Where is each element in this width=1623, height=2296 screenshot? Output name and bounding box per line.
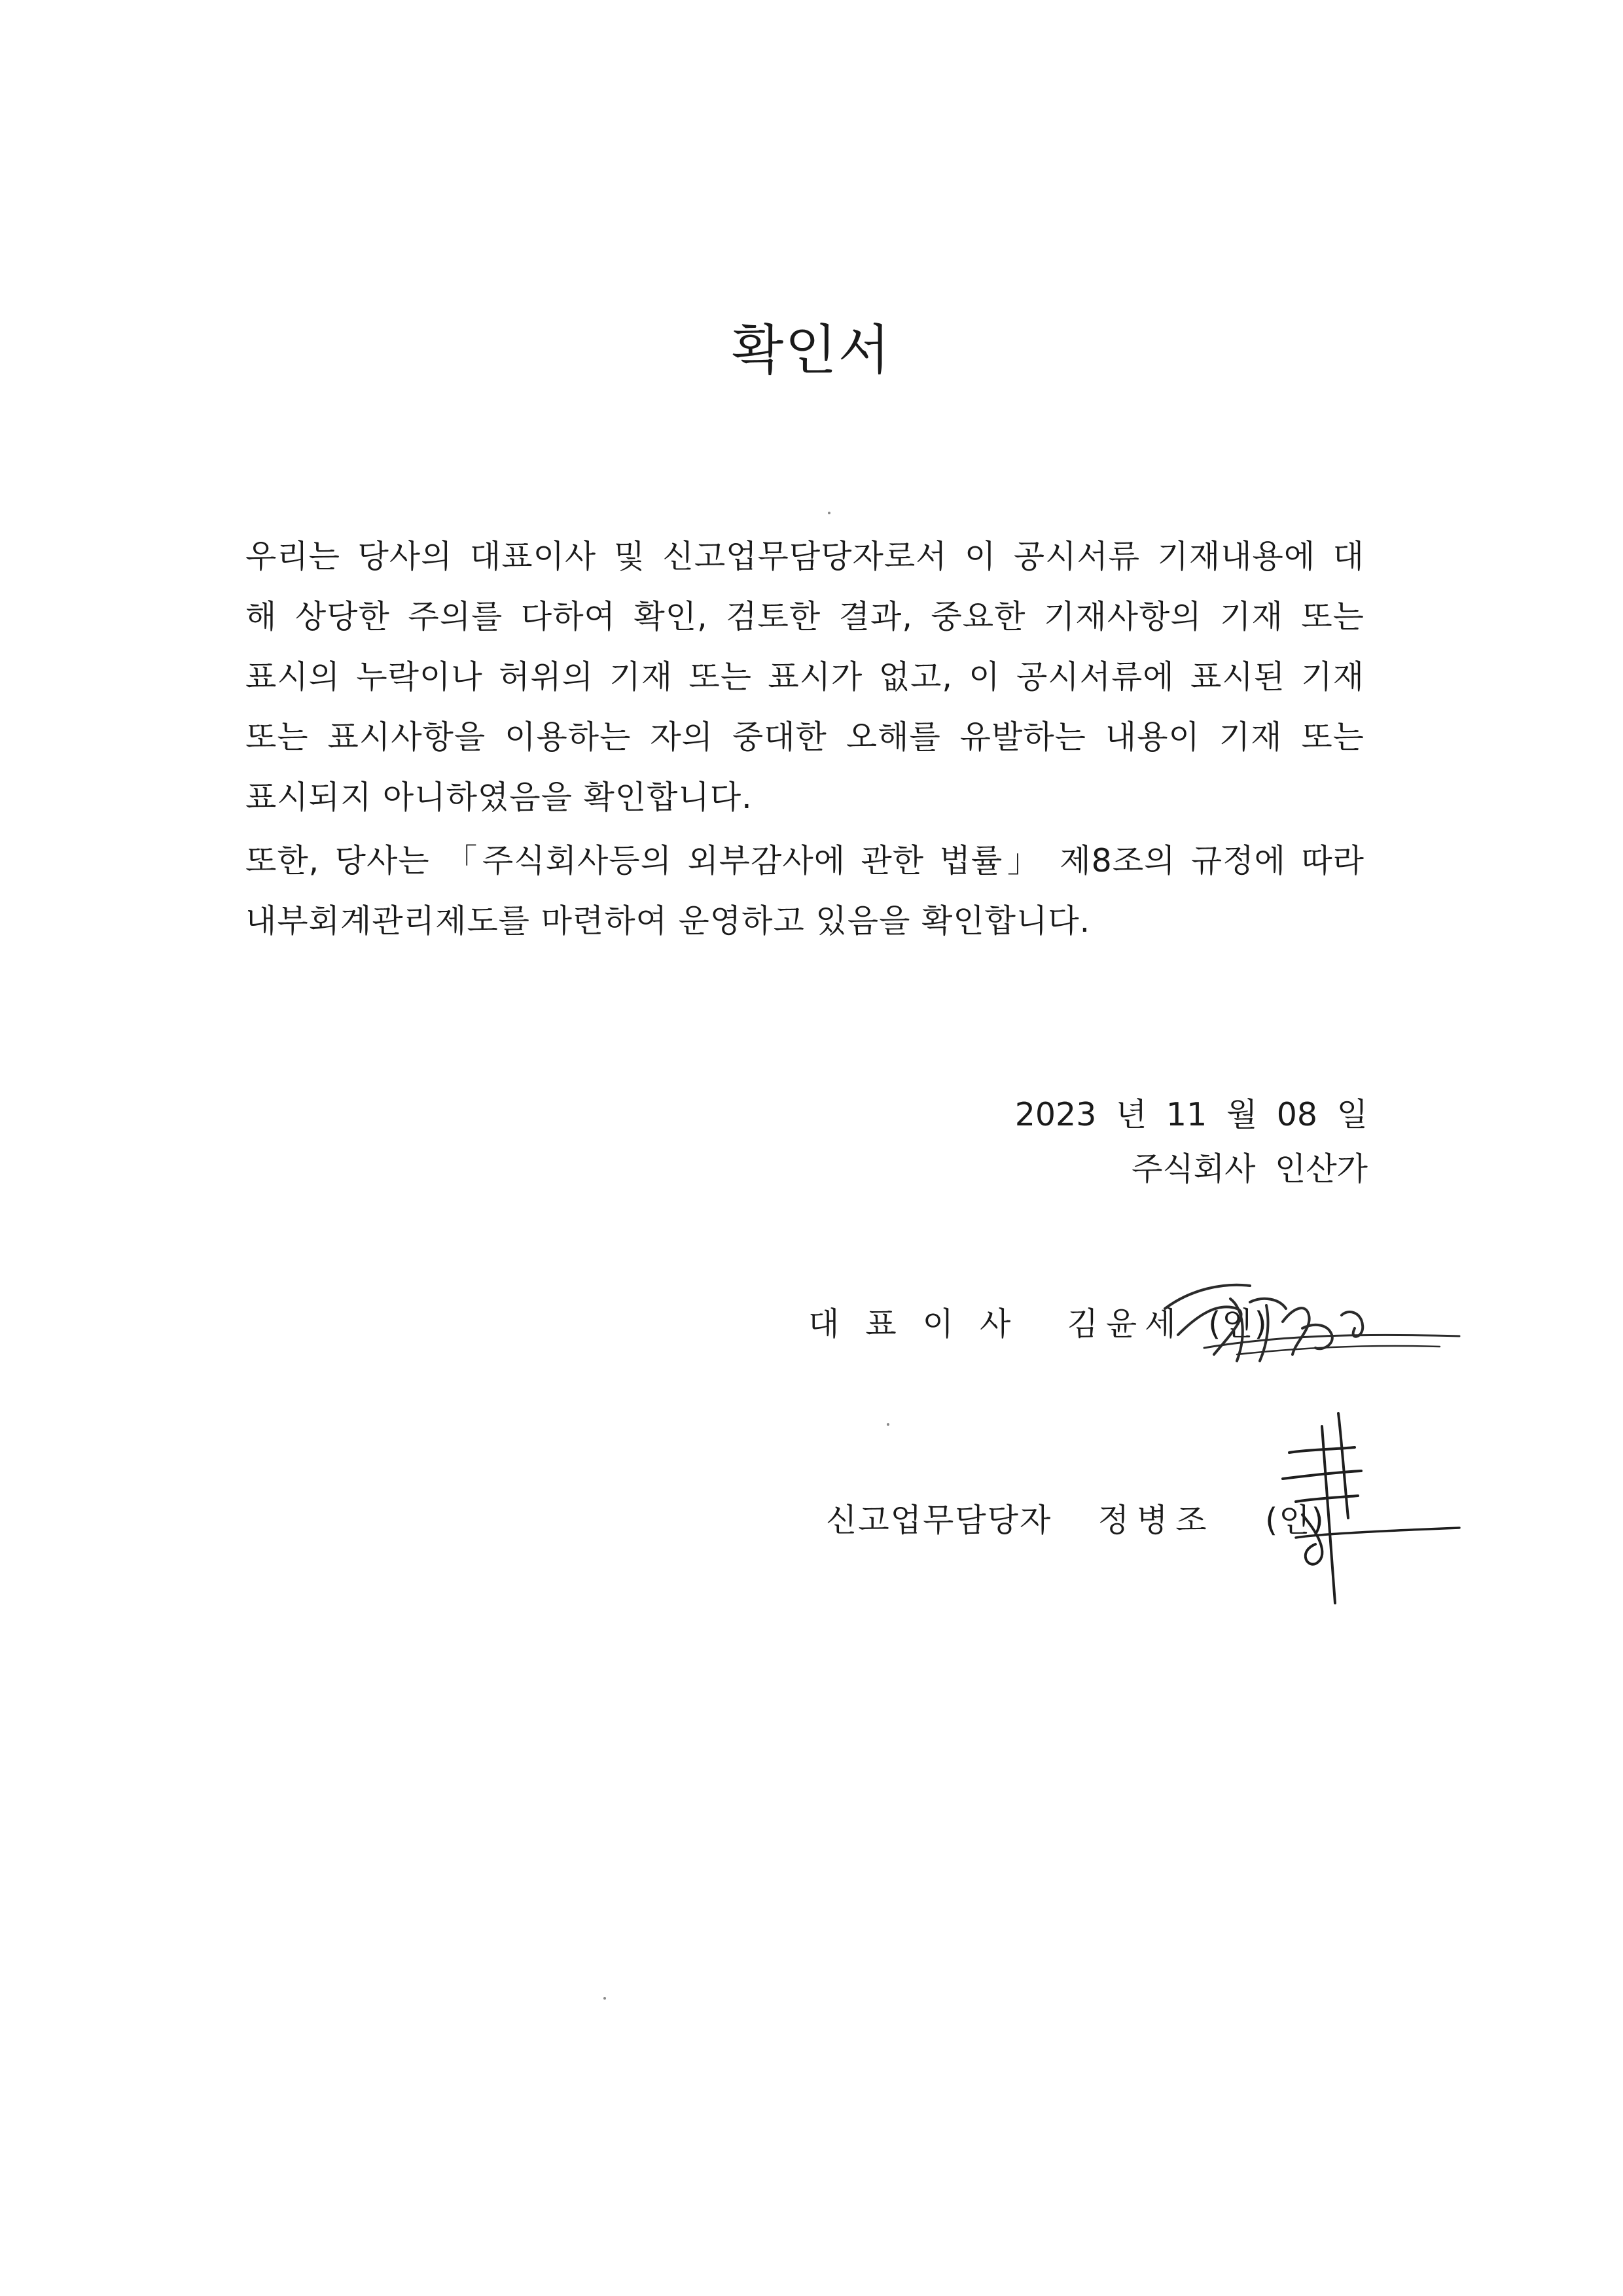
scan-speck: [603, 1997, 606, 2000]
document-title: 확인서: [732, 319, 891, 381]
paragraph-line: 표시의 누락이나 허위의 기재 또는 표시가 없고, 이 공시서류에 표시된 기재: [245, 658, 1364, 696]
ceo-handwritten-signature: [1152, 1263, 1466, 1374]
officer-seal-mark: (인): [1265, 1502, 1325, 1539]
paragraph-line: 표시되지 아니하였음을 확인합니다.: [245, 779, 753, 816]
internal-control-paragraph: [245, 831, 1364, 951]
officer-signature-row: [826, 1495, 1325, 1541]
paragraph-line: 우리는 당사의 대표이사 및 신고업무담당자로서 이 공시서류 기재내용에 대: [245, 538, 1364, 575]
paragraph-line: 해 상당한 주의를 다하여 확인, 검토한 결과, 중요한 기재사항의 기재 또는: [245, 598, 1364, 635]
officer-role: 신고업무담당자: [826, 1502, 1052, 1539]
paragraph-line: 또한, 당사는 「주식회사등의 외부감사에 관한 법률」 제8조의 규정에 따라: [245, 842, 1364, 879]
ceo-role: 대표이사: [808, 1305, 1037, 1343]
company-name: 주식회사 인산가: [1132, 1150, 1368, 1188]
scan-speck: [887, 1423, 889, 1426]
confirmation-paragraph: [245, 527, 1364, 828]
officer-name: 정병조: [1097, 1502, 1215, 1539]
officer-handwritten-signature: [1276, 1387, 1472, 1610]
paragraph-line: 내부회계관리제도를 마련하여 운영하고 있음을 확인합니다.: [245, 902, 1091, 940]
ceo-seal-mark: (인): [1208, 1305, 1268, 1343]
document-date: 2023 년 11 월 08 일: [1014, 1096, 1368, 1133]
scan-speck: [828, 512, 830, 514]
paragraph-line: 또는 표시사항을 이용하는 자의 중대한 오해를 유발하는 내용이 기재 또는: [245, 718, 1364, 756]
ceo-name: 김윤세: [1067, 1305, 1184, 1343]
